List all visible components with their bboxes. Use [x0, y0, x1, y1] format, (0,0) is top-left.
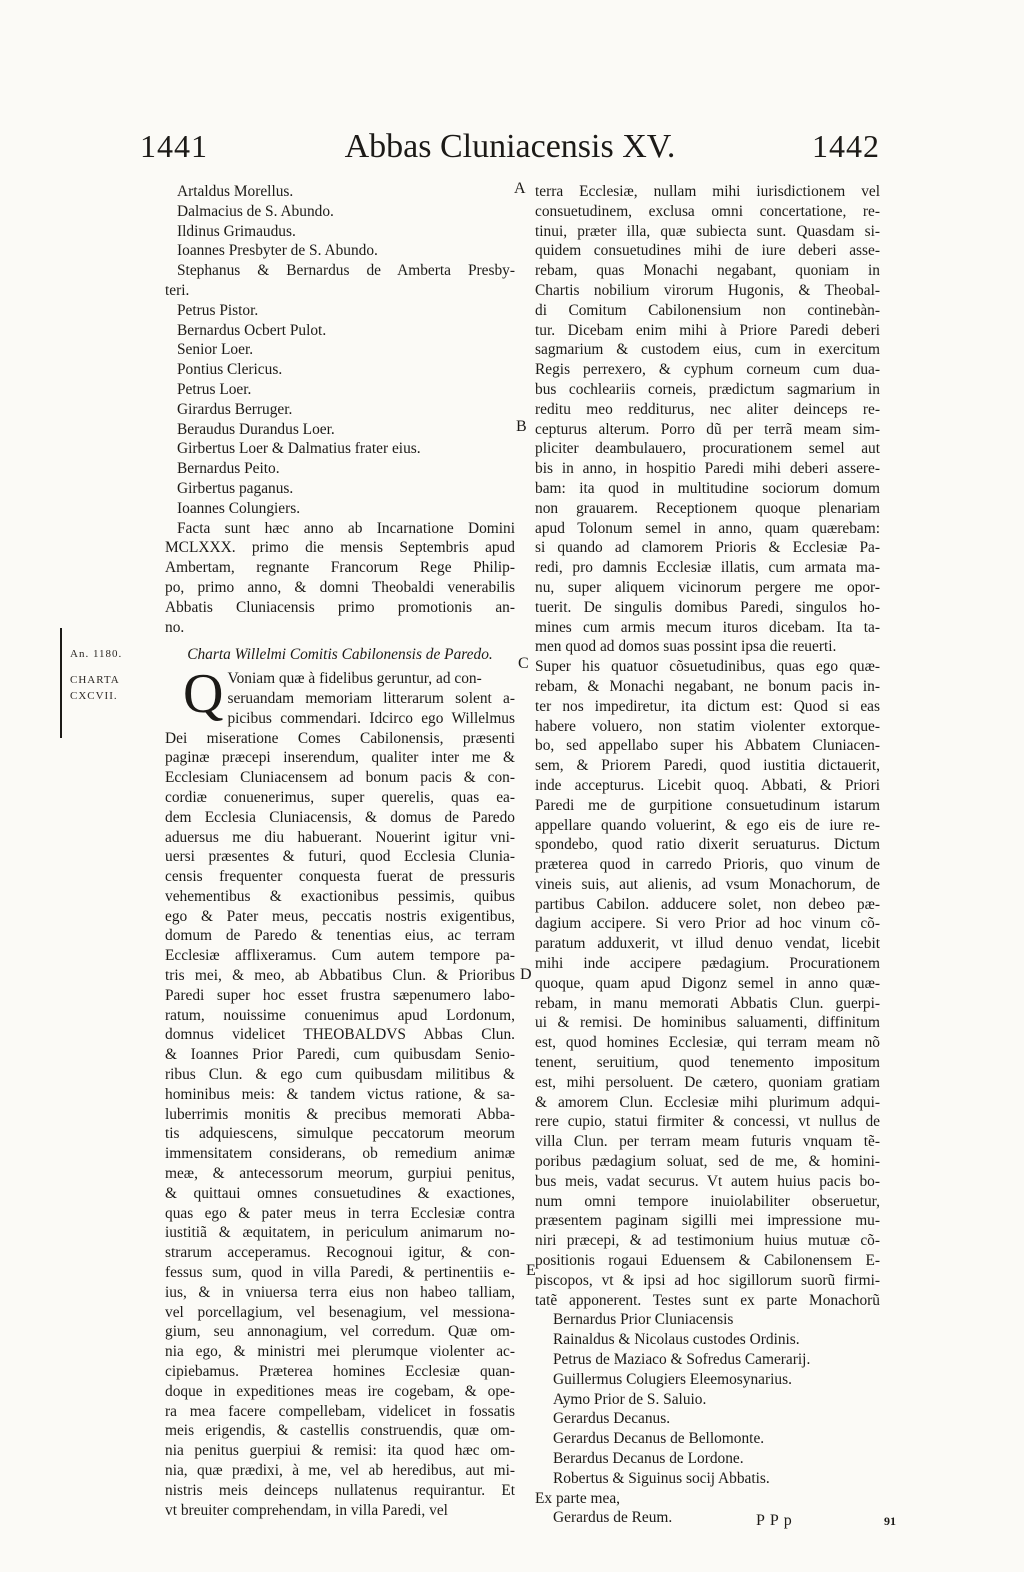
- charter-text: cipiebamus. Præterea homines Ecclesiæ quan-: [165, 1363, 515, 1381]
- charter-text: ui & remisi. De hominibus saluamenti, diffinitum: [535, 1014, 880, 1032]
- witness-name: Robertus & Siguinus socij Abbatis.: [553, 1469, 770, 1487]
- section-mark-a: A: [514, 180, 526, 197]
- witness-name: teri.: [165, 281, 190, 299]
- charter-text: est, quod homines Ecclesiæ, qui terram meam nõ: [535, 1034, 880, 1052]
- section-mark-c: C: [518, 655, 529, 672]
- charter-text: inde accepturus. Licebit quoq. Abbati, & Priori: [535, 776, 880, 794]
- charter-text: nia, quæ prædixi, à me, vel ab heredibus, aut mi-: [165, 1462, 515, 1479]
- witness-name: Rainaldus & Nicolaus custodes Ordinis.: [553, 1331, 800, 1349]
- charter-text: terra Ecclesiæ, nullam mihi iurisdictionem vel: [535, 183, 880, 200]
- charter-text: præterea quod in carredo Prioris, quo vinum de: [535, 856, 880, 874]
- witness-name: Bernardus Ocbert Pulot.: [177, 321, 327, 339]
- charter-text: niri præcepi, & ad testimonium huius mutuæ cõ-: [535, 1232, 880, 1250]
- charter-text: bo, sed appellabo super his Abbatem Cluniacen-: [535, 737, 880, 755]
- witness-name: Aymo Prior de S. Saluio.: [553, 1390, 707, 1408]
- witness-name: Guillermus Colugiers Eleemosynarius.: [553, 1370, 792, 1388]
- folio-number: 91: [884, 1514, 896, 1528]
- charter-text: paratum adduxerit, vt illud denuo vendat, licebit: [535, 935, 880, 953]
- charter-text: strarum acceperamus. Recognoui igitur, & con-: [165, 1244, 515, 1262]
- charter-text: tatẽ apponerent. Testes sunt ex parte Monachorũ: [535, 1291, 880, 1309]
- charter-text: meis erigendis, & castellis construendis, quæ om-: [165, 1422, 515, 1440]
- charter-text: men quod ad domos suas possint ipsa die reuerti.: [535, 638, 837, 656]
- charter-text: paginæ præcepi inserendum, qualiter inter me &: [165, 749, 515, 767]
- witness-name: Gerardus Decanus.: [553, 1410, 671, 1428]
- spacer: [165, 637, 515, 645]
- charter-text: gium, seu annonagium, vel corredum. Quæ om-: [165, 1323, 515, 1341]
- charter-text: nia penitus guerpiui & remisi: ita quod hæc om-: [165, 1442, 515, 1460]
- charter-text: Regis perrexero, & cyphum corneum cum dua-: [535, 361, 880, 379]
- witness-name: Petrus de Maziaco & Sofredus Camerarij.: [553, 1351, 811, 1369]
- witness-name: Beraudus Durandus Loer.: [177, 420, 335, 438]
- charter-text: poribus pædagium soluat, sed de me, & homini-: [535, 1153, 880, 1171]
- charter-text: vt breuiter comprehendam, in villa Paredi, vel: [165, 1501, 448, 1519]
- running-title: Abbas Cluniacensis XV.: [344, 128, 676, 165]
- witness-name: Ioannes Presbyter de S. Abundo.: [177, 242, 378, 260]
- dating-clause: MCLXXX. primo die mensis Septembris apud: [165, 539, 515, 557]
- charter-text: partibus Cabilon. adducere solet, non debeo pæ-: [535, 895, 880, 913]
- charter-text: bis in anno, in hospitio Paredi mihi deberi assere-: [535, 460, 880, 478]
- charter-text: rebam, quas Monachi negabant, quoniam in: [535, 262, 880, 280]
- charter-text: tis adquiescens, simulque peccatorum meorum: [165, 1125, 515, 1143]
- charter-text: Paredi super hoc esset frustra sæpenumero labo-: [165, 986, 515, 1004]
- charter-text: villa Clun. per terram meam futuris vnquam tẽ-: [535, 1133, 880, 1151]
- charter-text: Dei miseratione Comes Cabilonensis, præsenti: [165, 729, 515, 747]
- charter-text: meæ, & antecessorum meorum, gurpiui penitus,: [165, 1165, 515, 1183]
- charter-text: quoque, quam apud Digonz semel in anno quæ-: [535, 974, 880, 992]
- right-text-column: [535, 182, 880, 1528]
- witness-name: Petrus Loer.: [177, 380, 252, 398]
- charter-text: censis frequenter conquesta fuerat de pressuris: [165, 868, 515, 886]
- charter-text: tuerit. De singulis domibus Paredi, singulos ho-: [535, 598, 880, 616]
- charter-text: aduersus me diu habuerant. Nouerint igitur vni-: [165, 828, 515, 846]
- charter-text: præsentem paginam sigilli mei impressione mu-: [535, 1212, 880, 1230]
- charter-text: vineis suis, aut alienis, ad vsum Monachorum, de: [535, 875, 880, 893]
- witness-name: Gerardus Decanus de Bellomonte.: [553, 1430, 765, 1448]
- section-mark-d: D: [520, 966, 532, 983]
- drop-capital: Q: [183, 663, 224, 726]
- charter-text: nia ego, & ministri mei plerumque violenter ac-: [165, 1343, 515, 1361]
- margin-charta-number: CXCVII.: [70, 690, 118, 702]
- section-mark-b: B: [516, 418, 527, 435]
- charter-text: ius, & in vniuersa terra eius non habeo talliam,: [165, 1283, 515, 1301]
- charter-text: Ecclesiæ afflixeramus. Cum autem tempore pa-: [165, 947, 515, 965]
- charter-text: si quando ad clamorem Prioris & Ecclesiæ Pa-: [535, 539, 880, 557]
- charter-text: habere voluero, non statim violenter extorque-: [535, 717, 880, 735]
- charter-text: num omni tempore inuiolabiliter obseruetur,: [535, 1192, 880, 1210]
- charter-text: hominibus meis: & tandem victus ratione, & sa-: [165, 1085, 515, 1103]
- witness-name: Girbertus Loer & Dalmatius frater eius.: [177, 440, 421, 458]
- charter-text: vehementibus & exactionibus pessimis, quibus: [165, 887, 515, 905]
- charter-text: seruandam memoriam litterarum solent a-: [227, 689, 515, 707]
- witness-name: Berardus Decanus de Lordone.: [553, 1450, 744, 1467]
- charter-heading: Charta Willelmi Comitis Cabilonensis de Paredo.: [187, 646, 493, 664]
- dating-clause: po, primo anno, & domni Theobaldi venerabilis: [165, 578, 515, 596]
- charter-text: luberrimis monitis & precibus memorati Abba-: [165, 1105, 515, 1123]
- charter-text: Super his quatuor cõsuetudinibus, quas ego quæ-: [535, 658, 880, 676]
- charter-text: consuetudinem, exclusa omni concertatione, re-: [535, 202, 880, 220]
- witness-name: Dalmacius de S. Abundo.: [177, 202, 334, 220]
- witness-group-label: Ex parte mea,: [535, 1489, 621, 1507]
- charter-text: quas ego & pater meus in terra Ecclesiæ contra: [165, 1204, 515, 1222]
- charter-text: iustitiã & æquitatem, in periculum animarum no-: [165, 1224, 515, 1242]
- dating-clause: Abbatis Cluniacensis primo promotionis an-: [165, 598, 515, 616]
- charter-text: nistris meis deinceps nullatenus requirantur. Et: [165, 1481, 515, 1499]
- margin-charta: CHARTA: [70, 674, 120, 686]
- charter-text: spondebo, quod ratio dixerit seruaturus. Dictum: [535, 836, 880, 854]
- charter-text: est, mihi persoluent. De cætero, quoniam gratiam: [535, 1073, 880, 1091]
- charter-text: tenent, seruitium, quod tenemento impositum: [535, 1054, 880, 1072]
- charter-text: Chartis nobilium virorum Hugonis, & Theobal-: [535, 281, 880, 299]
- witness-name: Stephanus & Bernardus de Amberta Presby-: [177, 262, 515, 280]
- witness-name: Artaldus Morellus.: [177, 183, 294, 200]
- left-page-number: 1441: [140, 128, 208, 164]
- charter-text: ra mea facere compellebam, videlicet in fossatis: [165, 1402, 515, 1420]
- witness-name: Ildinus Grimaudus.: [177, 222, 296, 240]
- charter-text: cepturus alterum. Porro dũ per terrã meam sim-: [535, 420, 880, 438]
- charter-text: sem, & Priorem Paredi, quod iustitia dictauerit,: [535, 757, 880, 775]
- charter-text: domnus videlicet THEOBALDVS Abbas Clun.: [165, 1026, 515, 1044]
- witness-name: Senior Loer.: [177, 341, 254, 359]
- witness-name: Girbertus paganus.: [177, 479, 294, 497]
- charter-text: nu, super aliquem vicinorum pergere me opor-: [535, 578, 880, 596]
- charter-text: immensitatem considerans, ob remedium animæ: [165, 1145, 515, 1163]
- charter-text: mines cum armis mecum ituros dicebam. Ita ta-: [535, 618, 880, 636]
- page-footer: [756, 1512, 896, 1542]
- charter-text: quidem consuetudines mihi de iure deberi asse-: [535, 242, 880, 260]
- charter-text: vel porcellagium, vel besenagium, vel messiona-: [165, 1303, 515, 1321]
- charter-text: fessus sum, quod in villa Paredi, & pertinentiis e-: [165, 1264, 515, 1282]
- charter-text: dem Ecclesia Cluniacensis, & domus de Paredo: [165, 808, 515, 826]
- charter-text: bus meis, vadat securus. Vt autem huius pacis bo-: [535, 1172, 880, 1190]
- witness-name: Pontius Clericus.: [177, 361, 283, 379]
- witness-name: Petrus Pistor.: [177, 301, 259, 319]
- signature-mark: PPp: [756, 1512, 797, 1529]
- witness-name: Bernardus Peito.: [177, 460, 280, 478]
- charter-text: non grauarem. Receptionem quoque plenariam: [535, 499, 880, 517]
- charter-text: doque in expeditiones meas ire cogebam, & ope-: [165, 1382, 515, 1400]
- margin-year: An. 1180.: [70, 648, 123, 660]
- charter-text: redi, pro damnis Ecclesiæ illatis, cum armata ma-: [535, 559, 880, 577]
- witness-name: Gerardus de Reum.: [553, 1509, 673, 1527]
- charter-text: appellare quando voluerint, & ego eis de iure re-: [535, 816, 880, 834]
- charter-text: reditu meo redditurus, nec aliter deinceps re-: [535, 400, 880, 418]
- charter-text: dagium accipere. Si vero Prior ad hoc vinum cõ-: [535, 915, 880, 933]
- left-text-column: [165, 182, 515, 1520]
- charter-text: ego & Pater meus, peccatis nostris exigentibus,: [165, 907, 515, 925]
- charter-text: rere cupio, statui firmiter & concessi, vt nullus de: [535, 1113, 880, 1131]
- charter-text: bam: ita quod in multitudine sociorum domum: [535, 479, 880, 497]
- charter-text: Paredi me de gurpitione consuetudinum istarum: [535, 796, 880, 814]
- charter-text: tinui, præter illa, quæ subiecta sunt. Quasdam si-: [535, 222, 880, 240]
- charter-text: cordiæ conuenerimus, super querelis, quas ea-: [165, 788, 515, 806]
- witness-name: Bernardus Prior Cluniacensis: [553, 1311, 734, 1329]
- section-mark-e: E: [526, 1262, 536, 1279]
- charter-text: pliciter deambulauero, procurationem semel aut: [535, 440, 880, 458]
- dating-clause: Ambertam, regnante Francorum Rege Philip-: [165, 559, 515, 577]
- charter-text: & quittaui omnes consuetudines & exactiones,: [165, 1184, 515, 1202]
- charter-text: ribus Clun. & ego cum quibusdam militibus &: [165, 1066, 515, 1084]
- charter-text: di Comitum Cabilonensium non continebàn-: [535, 301, 880, 319]
- running-header: [140, 128, 880, 174]
- charter-text: bus cochleariis corneis, prædictum sagmarium in: [535, 380, 880, 398]
- dating-clause: Facta sunt hæc anno ab Incarnatione Domini: [177, 519, 515, 537]
- charter-text: ter nos impediretur, ita dictum est: Quod si eas: [535, 697, 880, 715]
- charter-text: apud Tolonum semel in anno, quam quærebam:: [535, 519, 880, 537]
- text-line: Voniam quæ à fidelibus geruntur, ad con-: [227, 670, 482, 688]
- charter-text: domum de Paredo & tenentias eius, ac terram: [165, 927, 515, 945]
- charter-text: Ecclesiam Cluniacensem ad bonum pacis & con-: [165, 769, 515, 787]
- charter-text: picibus commendari. Idcirco ego Willelmus: [227, 709, 515, 727]
- charter-text: & Ioannes Prior Paredi, cum quibusdam Senio-: [165, 1046, 515, 1064]
- charter-text: mihi inde accipere pædagium. Procurationem: [535, 955, 880, 973]
- charter-text: uersi præsentes & futuri, quod Ecclesia Clunia-: [165, 848, 515, 866]
- charter-text: rebam, & Monachi negabant, ne bonum pacis in-: [535, 677, 880, 695]
- charter-text: positionis rogaui Eduensem & Cabilonensem E-: [535, 1252, 880, 1270]
- witness-name: Ioannes Colungiers.: [177, 499, 301, 517]
- charter-text: tur. Dicebam enim mihi à Priore Paredi deberi: [535, 321, 880, 339]
- witness-name: Girardus Berruger.: [177, 400, 293, 418]
- charter-text: tris mei, & meo, ab Abbatibus Clun. & Prioribus: [165, 967, 515, 985]
- charter-text: sagmarium & custodem eius, cum in exercitum: [535, 341, 880, 359]
- charter-text: & amorem Clun. Ecclesiæ mihi plurimum adqui-: [535, 1093, 880, 1111]
- margin-rule: [60, 628, 62, 738]
- dating-clause: no.: [165, 618, 185, 636]
- charter-text: rebam, in manu memorati Abbatis Clun. guerpi-: [535, 994, 880, 1012]
- charter-text: piscopos, vt & ipsi ad hoc sigillorum suorũ firmi-: [535, 1271, 880, 1289]
- right-page-number: 1442: [812, 128, 880, 164]
- charter-text: ratum, nouissime conuenimus apud Lordonum,: [165, 1006, 515, 1024]
